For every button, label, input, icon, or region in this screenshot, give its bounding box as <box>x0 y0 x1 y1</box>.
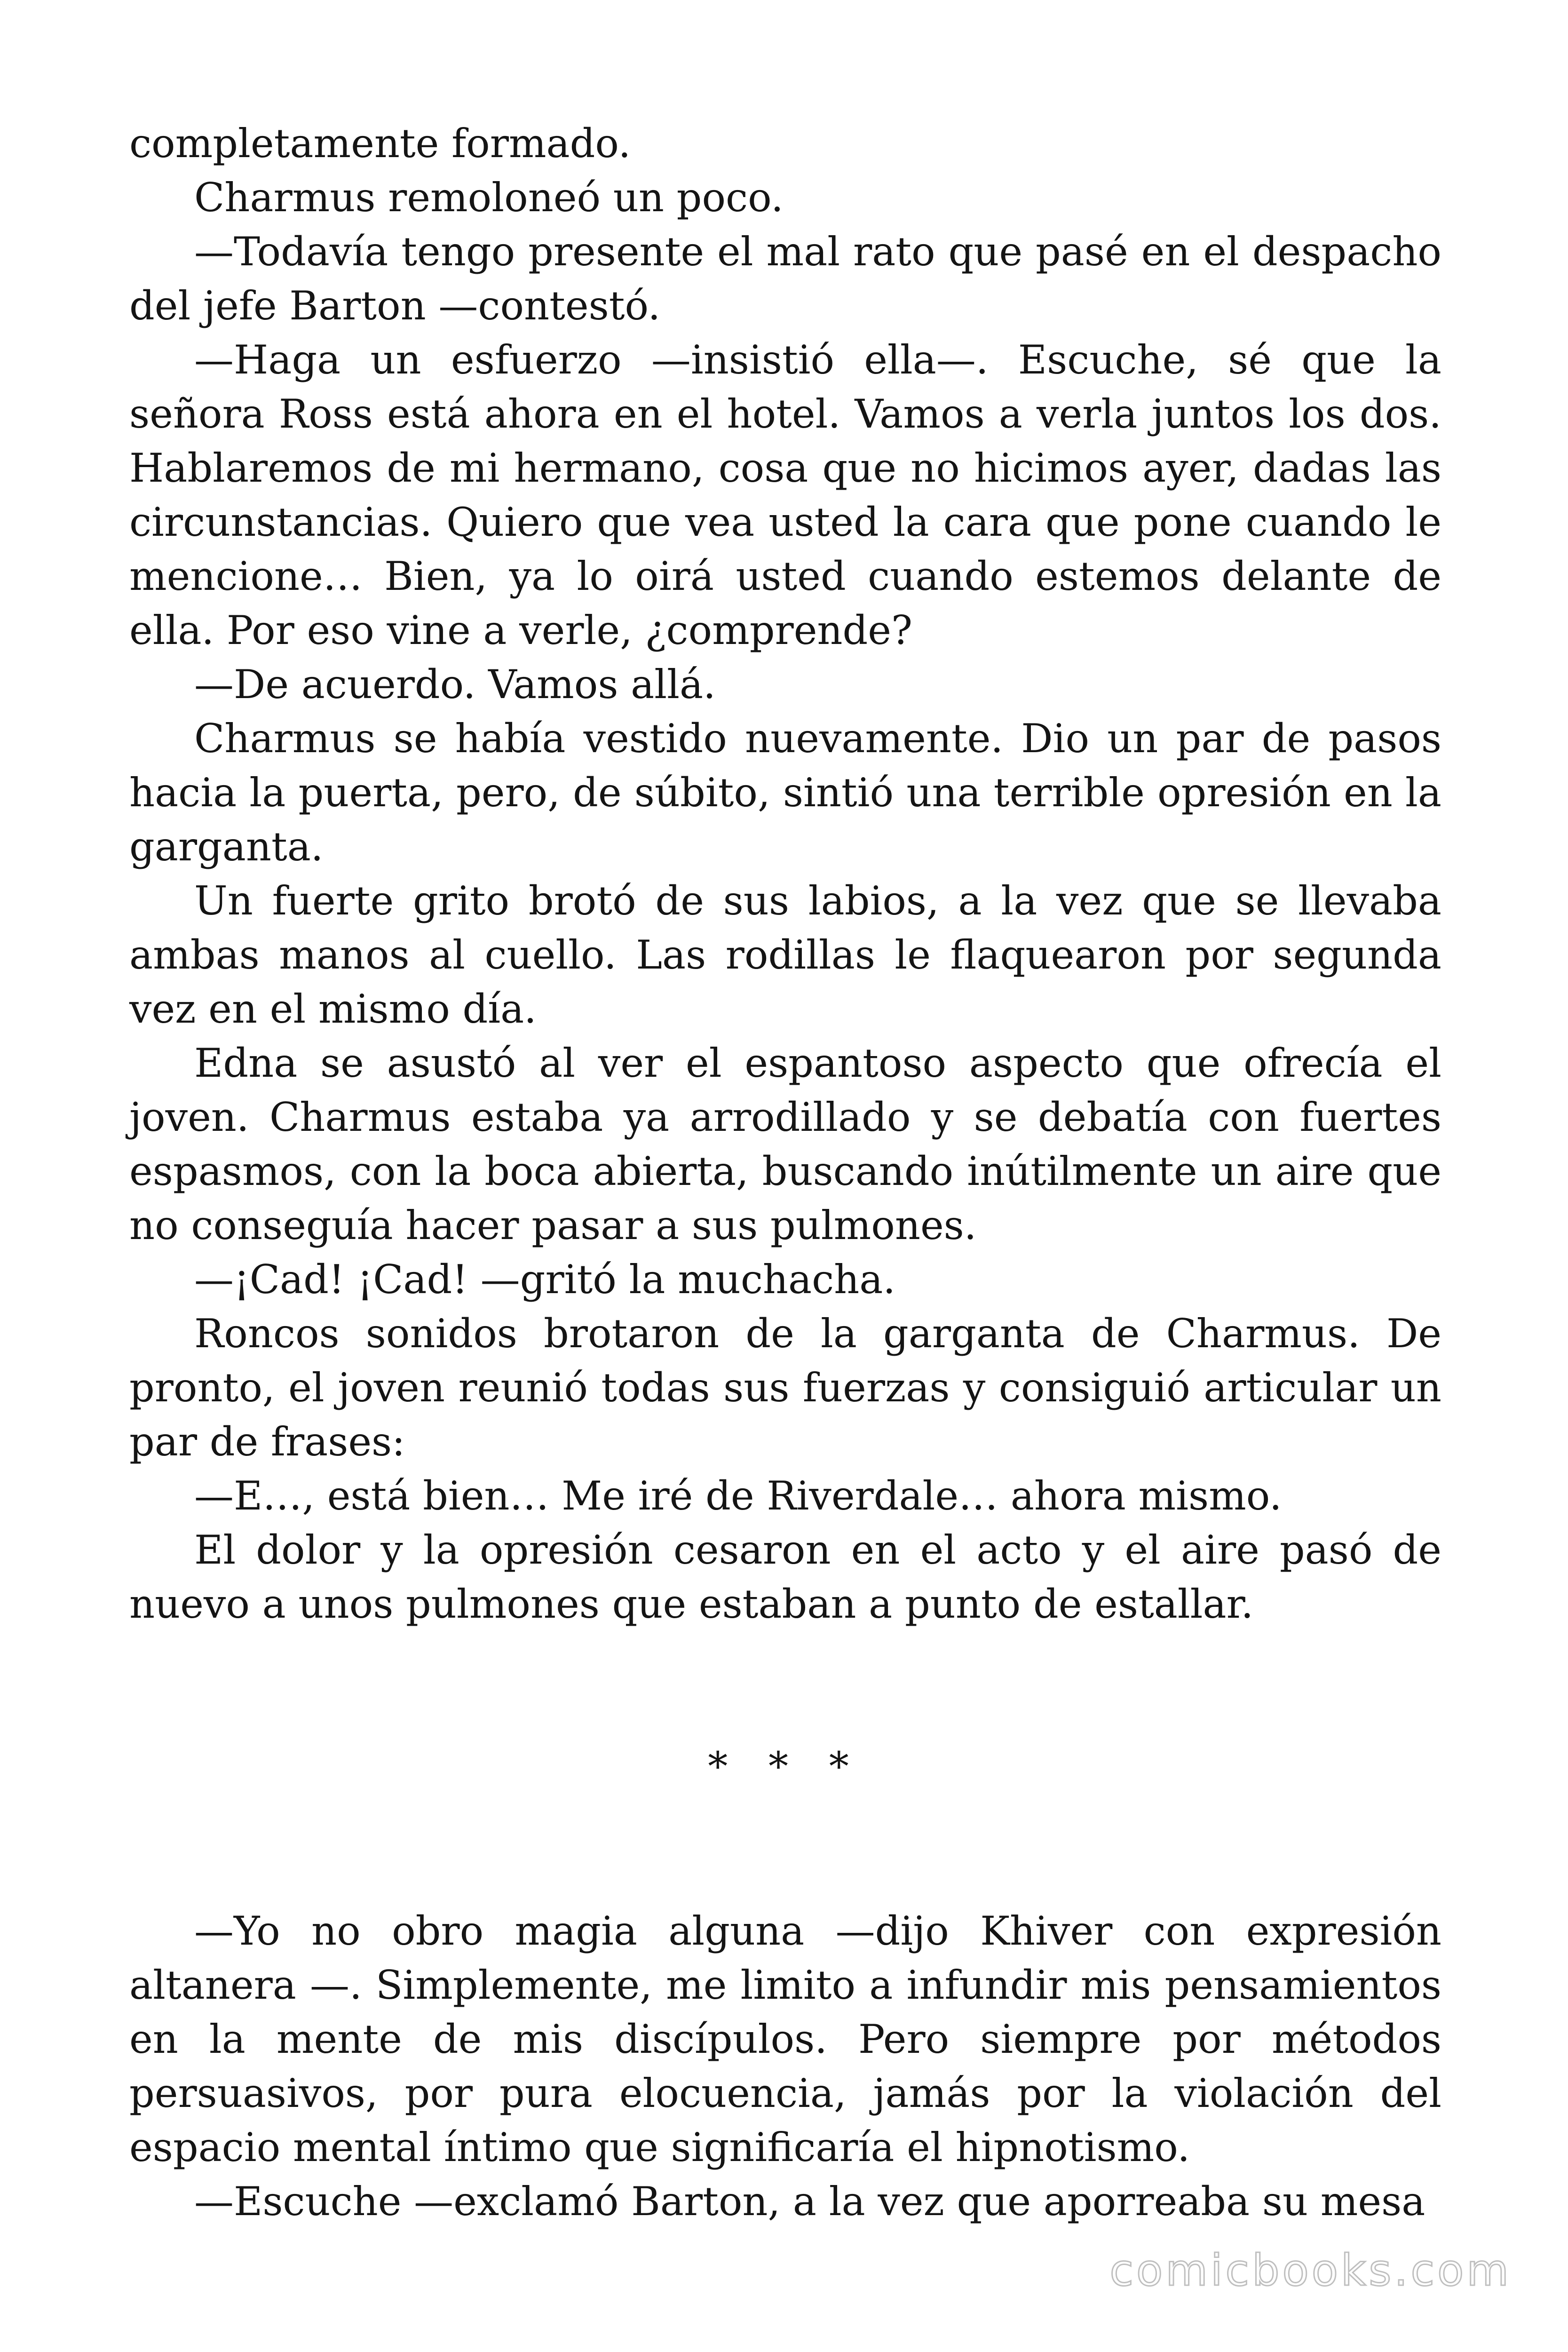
paragraph: Charmus remoloneó un poco. <box>194 175 784 221</box>
paragraph: —Yo no obro magia alguna —dijo Khiver con expresión altanera —. Simplemente, me limito a infundir mis pensamientos en la mente de mis discípulos. Pero siempre por métodos persuasivos, por pura elocuencia, jamás por la violación del espacio mental íntimo que significaría el hipnotismo. <box>129 1908 1441 2170</box>
book-page <box>129 117 1441 2229</box>
paragraph: —Haga un esfuerzo —insistió ella—. Escuche, sé que la señora Ross está ahora en el hotel. Vamos a verla juntos los dos. Hablaremos de mi hermano, cosa que no hicimos ayer, dadas las circunstancias. Quiero que vea usted la cara que pone cuando le mencione… Bien, ya lo oirá usted cuando estemos delante de ella. Por eso vine a verle, ¿comprende? <box>129 337 1441 653</box>
paragraph: completamente formado. <box>129 120 631 167</box>
paragraph: Edna se asustó al ver el espantoso aspecto que ofrecía el joven. Charmus estaba ya arrodillado y se debatía con fuertes espasmos, con la boca abierta, buscando inútilmente un aire que no conseguía hacer pasar a sus pulmones. <box>129 1040 1441 1248</box>
paragraph: Roncos sonidos brotaron de la garganta de Charmus. De pronto, el joven reunió todas sus fuerzas y consiguió articular un par de frases: <box>129 1311 1441 1465</box>
paragraph: Charmus se había vestido nuevamente. Dio un par de pasos hacia la puerta, pero, de súbito, sintió una terrible opresión en la garganta. <box>129 715 1441 870</box>
paragraph: —Todavía tengo presente el mal rato que pasé en el despacho del jefe Barton —contestó. <box>129 229 1441 329</box>
paragraph: —E…, está bien… Me iré de Riverdale… ahora mismo. <box>194 1473 1282 1519</box>
paragraph: Un fuerte grito brotó de sus labios, a la vez que se llevaba ambas manos al cuello. Las rodillas le flaquearon por segunda vez en el mismo día. <box>129 878 1441 1032</box>
section-break: * * * <box>708 1743 863 1789</box>
paragraph: —¡Cad! ¡Cad! —gritó la muchacha. <box>194 1256 896 1303</box>
paragraph: —De acuerdo. Vamos allá. <box>194 661 716 707</box>
paragraph: —Escuche —exclamó Barton, a la vez que aporreaba su mesa <box>194 2178 1425 2225</box>
paragraph: El dolor y la opresión cesaron en el acto y el aire pasó de nuevo a unos pulmones que estaban a punto de estallar. <box>129 1527 1441 1627</box>
watermark: comicbooks.com <box>1109 2245 1512 2296</box>
